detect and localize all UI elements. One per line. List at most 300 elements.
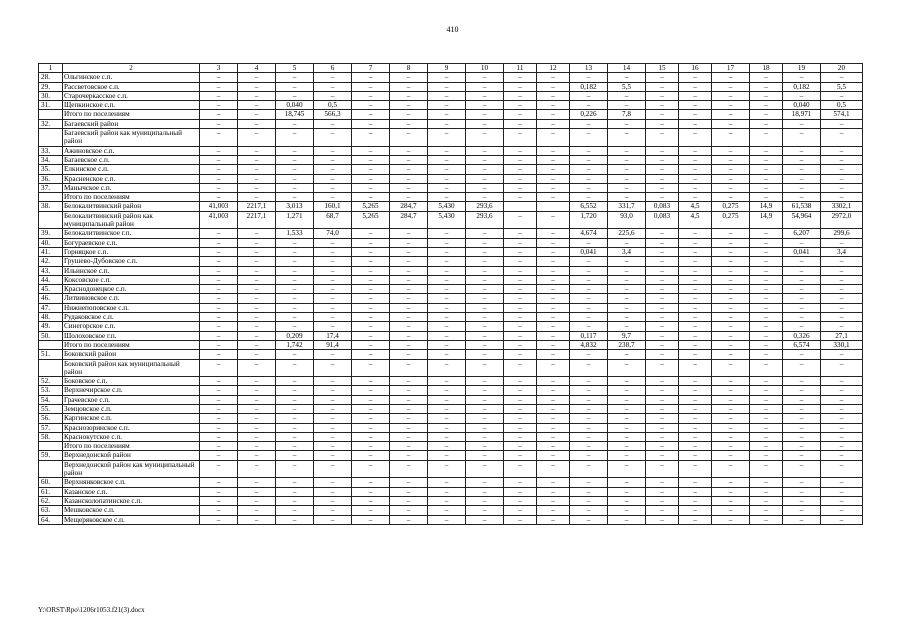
row-number: 50. bbox=[39, 331, 63, 340]
table-cell: – bbox=[390, 238, 428, 247]
table-cell: – bbox=[608, 432, 646, 441]
table-cell: – bbox=[466, 73, 504, 82]
table-cell: – bbox=[646, 506, 679, 515]
table-cell: – bbox=[712, 322, 750, 331]
table-cell: – bbox=[200, 404, 238, 413]
table-row bbox=[39, 423, 863, 432]
table-cell: – bbox=[679, 110, 712, 119]
table-cell: – bbox=[428, 285, 466, 294]
table-cell: – bbox=[314, 183, 352, 192]
table-cell: – bbox=[570, 129, 608, 147]
table-cell: – bbox=[200, 129, 238, 147]
table-cell: – bbox=[537, 515, 570, 524]
table-cell: – bbox=[712, 165, 750, 174]
table-cell: – bbox=[466, 146, 504, 155]
row-name: Белокалитвинский район bbox=[63, 202, 200, 211]
table-cell: – bbox=[200, 73, 238, 82]
table-cell: – bbox=[570, 146, 608, 155]
table-cell: – bbox=[390, 73, 428, 82]
table-cell: – bbox=[570, 515, 608, 524]
table-row bbox=[39, 101, 863, 110]
table-cell: – bbox=[646, 110, 679, 119]
table-cell: – bbox=[679, 183, 712, 192]
table-cell: – bbox=[428, 414, 466, 423]
table-cell: 293,6 bbox=[466, 211, 504, 229]
table-cell: – bbox=[750, 359, 783, 377]
table-cell: – bbox=[679, 247, 712, 256]
column-header: 5 bbox=[276, 64, 314, 73]
table-cell: – bbox=[783, 377, 821, 386]
table-cell: – bbox=[428, 350, 466, 359]
table-cell: – bbox=[466, 91, 504, 100]
table-cell: 0,275 bbox=[712, 202, 750, 211]
column-header: 17 bbox=[712, 64, 750, 73]
table-row bbox=[39, 285, 863, 294]
table-row bbox=[39, 82, 863, 91]
table-cell: 41,003 bbox=[200, 211, 238, 229]
row-name: Ажиновское с.п. bbox=[63, 146, 200, 155]
table-cell: – bbox=[504, 460, 537, 478]
table-cell: – bbox=[504, 331, 537, 340]
table-row bbox=[39, 275, 863, 284]
table-cell: – bbox=[428, 174, 466, 183]
table-cell: – bbox=[537, 165, 570, 174]
table-cell: – bbox=[390, 183, 428, 192]
table-cell: – bbox=[314, 119, 352, 128]
table-row bbox=[39, 202, 863, 211]
table-cell: 5,265 bbox=[352, 202, 390, 211]
table-cell: – bbox=[783, 155, 821, 164]
table-cell: – bbox=[750, 404, 783, 413]
table-cell: – bbox=[570, 386, 608, 395]
table-cell: – bbox=[314, 322, 352, 331]
column-header: 18 bbox=[750, 64, 783, 73]
table-cell: – bbox=[314, 442, 352, 451]
table-cell: – bbox=[276, 377, 314, 386]
table-cell: – bbox=[570, 294, 608, 303]
table-cell: – bbox=[276, 238, 314, 247]
table-cell: – bbox=[390, 377, 428, 386]
table-cell: – bbox=[712, 423, 750, 432]
table-cell: – bbox=[537, 257, 570, 266]
table-row bbox=[39, 294, 863, 303]
row-number: 49. bbox=[39, 322, 63, 331]
table-cell: – bbox=[608, 174, 646, 183]
table-cell: – bbox=[608, 294, 646, 303]
table-cell: – bbox=[466, 266, 504, 275]
table-cell: – bbox=[238, 129, 276, 147]
table-cell: – bbox=[608, 313, 646, 322]
table-cell: 18,971 bbox=[783, 110, 821, 119]
table-cell: – bbox=[679, 404, 712, 413]
column-header: 19 bbox=[783, 64, 821, 73]
table-cell: – bbox=[821, 414, 863, 423]
table-cell: – bbox=[646, 193, 679, 202]
table-cell: – bbox=[466, 82, 504, 91]
table-cell: – bbox=[679, 174, 712, 183]
row-number: 32. bbox=[39, 119, 63, 128]
row-name: Литвиновское с.п. bbox=[63, 294, 200, 303]
table-cell: – bbox=[428, 515, 466, 524]
table-cell: – bbox=[428, 340, 466, 349]
table-cell: – bbox=[608, 404, 646, 413]
table-row bbox=[39, 395, 863, 404]
table-cell: – bbox=[200, 340, 238, 349]
table-cell: – bbox=[200, 110, 238, 119]
row-number: 33. bbox=[39, 146, 63, 155]
table-cell: – bbox=[821, 275, 863, 284]
table-cell: – bbox=[750, 91, 783, 100]
table-cell: – bbox=[390, 432, 428, 441]
table-cell: – bbox=[570, 496, 608, 505]
row-number bbox=[39, 460, 63, 478]
table-cell: 299,6 bbox=[821, 229, 863, 238]
table-cell: – bbox=[537, 174, 570, 183]
table-cell: – bbox=[390, 257, 428, 266]
table-cell bbox=[537, 202, 570, 211]
table-cell: – bbox=[390, 506, 428, 515]
table-cell: – bbox=[608, 129, 646, 147]
table-cell: – bbox=[608, 183, 646, 192]
table-cell: – bbox=[537, 155, 570, 164]
table-row bbox=[39, 386, 863, 395]
table-cell: – bbox=[821, 165, 863, 174]
table-cell: – bbox=[238, 247, 276, 256]
table-row bbox=[39, 174, 863, 183]
table-cell: – bbox=[276, 82, 314, 91]
table-cell: – bbox=[390, 478, 428, 487]
table-cell: – bbox=[352, 432, 390, 441]
table-cell: – bbox=[238, 423, 276, 432]
table-cell: – bbox=[570, 183, 608, 192]
table-cell: – bbox=[537, 340, 570, 349]
table-cell: – bbox=[390, 165, 428, 174]
row-number: 47. bbox=[39, 303, 63, 312]
table-cell: – bbox=[646, 359, 679, 377]
row-number: 31. bbox=[39, 101, 63, 110]
row-name: Мещеряковское с.п. bbox=[63, 515, 200, 524]
table-cell: – bbox=[200, 238, 238, 247]
table-cell: – bbox=[390, 414, 428, 423]
column-header: 4 bbox=[238, 64, 276, 73]
table-cell: – bbox=[646, 331, 679, 340]
table-cell: 2217,1 bbox=[238, 202, 276, 211]
table-cell: – bbox=[428, 229, 466, 238]
table-cell: – bbox=[200, 442, 238, 451]
table-cell: – bbox=[276, 414, 314, 423]
table-cell: – bbox=[238, 183, 276, 192]
table-cell: – bbox=[352, 386, 390, 395]
table-cell: – bbox=[821, 350, 863, 359]
table-cell: – bbox=[646, 414, 679, 423]
table-cell: – bbox=[783, 350, 821, 359]
table-cell: – bbox=[428, 496, 466, 505]
table-cell: – bbox=[537, 423, 570, 432]
table-cell: – bbox=[390, 110, 428, 119]
table-cell: – bbox=[352, 266, 390, 275]
table-cell: – bbox=[466, 313, 504, 322]
table-cell: – bbox=[200, 155, 238, 164]
table-cell: – bbox=[314, 275, 352, 284]
table-cell: – bbox=[428, 432, 466, 441]
table-cell: – bbox=[314, 146, 352, 155]
table-cell: 3302,1 bbox=[821, 202, 863, 211]
table-cell: 3,4 bbox=[821, 247, 863, 256]
table-row bbox=[39, 129, 863, 147]
table-row bbox=[39, 404, 863, 413]
table-cell: – bbox=[646, 322, 679, 331]
table-cell: 0,182 bbox=[570, 82, 608, 91]
table-cell: – bbox=[750, 129, 783, 147]
table-cell: 160,1 bbox=[314, 202, 352, 211]
table-cell: – bbox=[679, 275, 712, 284]
table-cell: 1,720 bbox=[570, 211, 608, 229]
table-cell: – bbox=[504, 155, 537, 164]
table-cell: – bbox=[712, 515, 750, 524]
table-cell: – bbox=[783, 487, 821, 496]
table-cell: 14,9 bbox=[750, 202, 783, 211]
table-cell: – bbox=[276, 193, 314, 202]
row-number bbox=[39, 110, 63, 119]
table-cell: – bbox=[238, 266, 276, 275]
table-row bbox=[39, 331, 863, 340]
table-cell: – bbox=[238, 386, 276, 395]
table-cell: – bbox=[276, 294, 314, 303]
row-name: Белокалитвинский район как муниципальный район bbox=[63, 211, 200, 229]
column-header: 7 bbox=[352, 64, 390, 73]
table-cell: – bbox=[504, 451, 537, 460]
data-table bbox=[38, 63, 863, 525]
table-cell: – bbox=[821, 119, 863, 128]
row-number: 63. bbox=[39, 506, 63, 515]
table-cell: – bbox=[238, 294, 276, 303]
table-cell: – bbox=[276, 451, 314, 460]
table-cell: – bbox=[314, 350, 352, 359]
table-cell: – bbox=[570, 257, 608, 266]
table-cell: – bbox=[608, 303, 646, 312]
table-cell: – bbox=[238, 340, 276, 349]
row-number: 48. bbox=[39, 313, 63, 322]
table-cell: – bbox=[821, 515, 863, 524]
table-cell: 566,3 bbox=[314, 110, 352, 119]
table-row bbox=[39, 155, 863, 164]
table-cell: – bbox=[200, 359, 238, 377]
table-cell: – bbox=[428, 275, 466, 284]
table-cell: – bbox=[783, 238, 821, 247]
table-cell: – bbox=[276, 460, 314, 478]
table-cell: – bbox=[352, 174, 390, 183]
table-cell: – bbox=[504, 496, 537, 505]
table-cell: – bbox=[750, 266, 783, 275]
table-cell: – bbox=[646, 183, 679, 192]
table-cell: – bbox=[314, 515, 352, 524]
table-cell: – bbox=[537, 82, 570, 91]
table-cell: 0,041 bbox=[783, 247, 821, 256]
table-cell: – bbox=[608, 487, 646, 496]
table-cell: – bbox=[276, 129, 314, 147]
table-cell: – bbox=[679, 340, 712, 349]
table-cell: – bbox=[679, 146, 712, 155]
table-row bbox=[39, 303, 863, 312]
table-cell: – bbox=[390, 340, 428, 349]
table-cell: – bbox=[390, 193, 428, 202]
table-cell: 0,083 bbox=[646, 202, 679, 211]
table-cell: – bbox=[821, 155, 863, 164]
table-cell: – bbox=[276, 285, 314, 294]
table-cell: – bbox=[537, 110, 570, 119]
table-cell: – bbox=[352, 275, 390, 284]
table-row bbox=[39, 183, 863, 192]
table-cell: – bbox=[504, 423, 537, 432]
table-cell: – bbox=[352, 73, 390, 82]
table-cell: – bbox=[821, 193, 863, 202]
table-cell: 0,040 bbox=[783, 101, 821, 110]
table-cell: – bbox=[783, 322, 821, 331]
table-cell: – bbox=[200, 193, 238, 202]
table-cell: – bbox=[646, 442, 679, 451]
table-cell: – bbox=[750, 174, 783, 183]
table-cell: – bbox=[537, 303, 570, 312]
table-cell: – bbox=[352, 313, 390, 322]
table-cell: – bbox=[428, 478, 466, 487]
table-cell: – bbox=[390, 487, 428, 496]
table-cell: – bbox=[646, 460, 679, 478]
table-cell: – bbox=[314, 359, 352, 377]
table-cell: – bbox=[679, 129, 712, 147]
table-cell: – bbox=[712, 247, 750, 256]
table-cell: – bbox=[712, 395, 750, 404]
table-cell: – bbox=[314, 285, 352, 294]
table-cell: – bbox=[608, 496, 646, 505]
table-cell: – bbox=[712, 331, 750, 340]
table-cell: – bbox=[352, 119, 390, 128]
table-cell: – bbox=[679, 506, 712, 515]
table-cell: – bbox=[504, 506, 537, 515]
table-cell: – bbox=[314, 82, 352, 91]
table-cell: – bbox=[466, 496, 504, 505]
table-cell: – bbox=[466, 155, 504, 164]
table-cell: – bbox=[466, 247, 504, 256]
table-cell: – bbox=[314, 165, 352, 174]
table-cell: – bbox=[200, 386, 238, 395]
table-cell: – bbox=[646, 257, 679, 266]
table-cell: – bbox=[783, 496, 821, 505]
table-cell: – bbox=[390, 303, 428, 312]
table-cell: – bbox=[352, 423, 390, 432]
table-cell: – bbox=[750, 506, 783, 515]
table-cell: – bbox=[466, 129, 504, 147]
table-cell: – bbox=[314, 238, 352, 247]
row-number: 58. bbox=[39, 432, 63, 441]
table-cell: – bbox=[428, 359, 466, 377]
table-cell: – bbox=[712, 487, 750, 496]
table-cell: – bbox=[821, 487, 863, 496]
table-cell: – bbox=[466, 110, 504, 119]
row-number: 42. bbox=[39, 257, 63, 266]
table-cell: – bbox=[750, 377, 783, 386]
table-cell: – bbox=[276, 359, 314, 377]
table-cell: – bbox=[352, 303, 390, 312]
table-cell: – bbox=[504, 110, 537, 119]
row-name: Краснодонецкое с.п. bbox=[63, 285, 200, 294]
table-cell: – bbox=[750, 340, 783, 349]
table-cell: – bbox=[428, 313, 466, 322]
table-cell: – bbox=[504, 247, 537, 256]
table-cell: – bbox=[504, 359, 537, 377]
table-cell: – bbox=[537, 247, 570, 256]
table-cell: – bbox=[712, 313, 750, 322]
column-header: 6 bbox=[314, 64, 352, 73]
table-cell: – bbox=[679, 322, 712, 331]
table-cell: – bbox=[608, 119, 646, 128]
table-row bbox=[39, 229, 863, 238]
table-cell: – bbox=[608, 238, 646, 247]
table-cell: – bbox=[276, 266, 314, 275]
table-cell: – bbox=[390, 275, 428, 284]
column-header: 14 bbox=[608, 64, 646, 73]
row-name: Елкинское с.п. bbox=[63, 165, 200, 174]
row-name: Итого по поселениям bbox=[63, 340, 200, 349]
row-number: 57. bbox=[39, 423, 63, 432]
table-cell: – bbox=[314, 460, 352, 478]
table-cell: – bbox=[466, 238, 504, 247]
table-cell: – bbox=[352, 101, 390, 110]
table-cell: – bbox=[390, 294, 428, 303]
table-cell: – bbox=[428, 146, 466, 155]
table-cell: – bbox=[537, 211, 570, 229]
table-cell: – bbox=[570, 414, 608, 423]
table-row bbox=[39, 322, 863, 331]
table-cell: 5,265 bbox=[352, 211, 390, 229]
table-cell: – bbox=[276, 275, 314, 284]
table-cell: 74,0 bbox=[314, 229, 352, 238]
table-cell: – bbox=[608, 377, 646, 386]
table-cell: – bbox=[352, 294, 390, 303]
table-cell: – bbox=[352, 165, 390, 174]
table-cell: – bbox=[646, 119, 679, 128]
table-cell: – bbox=[390, 515, 428, 524]
table-cell: – bbox=[466, 322, 504, 331]
row-name: Грачевское с.п. bbox=[63, 395, 200, 404]
table-cell: – bbox=[466, 303, 504, 312]
table-cell: – bbox=[428, 155, 466, 164]
table-cell: – bbox=[428, 129, 466, 147]
table-cell: – bbox=[238, 515, 276, 524]
row-name: Боковское с.п. bbox=[63, 377, 200, 386]
table-cell: – bbox=[783, 395, 821, 404]
table-cell: – bbox=[537, 238, 570, 247]
table-cell: – bbox=[428, 91, 466, 100]
table-cell: – bbox=[352, 515, 390, 524]
table-cell: – bbox=[200, 350, 238, 359]
table-cell: – bbox=[750, 101, 783, 110]
table-cell: – bbox=[238, 350, 276, 359]
table-cell: – bbox=[821, 303, 863, 312]
table-cell: 14,9 bbox=[750, 211, 783, 229]
table-cell: – bbox=[504, 478, 537, 487]
table-cell: – bbox=[750, 487, 783, 496]
table-cell: – bbox=[608, 451, 646, 460]
table-cell: – bbox=[200, 423, 238, 432]
table-cell: – bbox=[238, 414, 276, 423]
table-cell: – bbox=[428, 101, 466, 110]
table-cell: – bbox=[352, 91, 390, 100]
table-cell: – bbox=[750, 285, 783, 294]
table-cell: – bbox=[783, 285, 821, 294]
table-cell: – bbox=[238, 229, 276, 238]
table-header-row bbox=[39, 64, 863, 73]
table-cell: – bbox=[504, 238, 537, 247]
